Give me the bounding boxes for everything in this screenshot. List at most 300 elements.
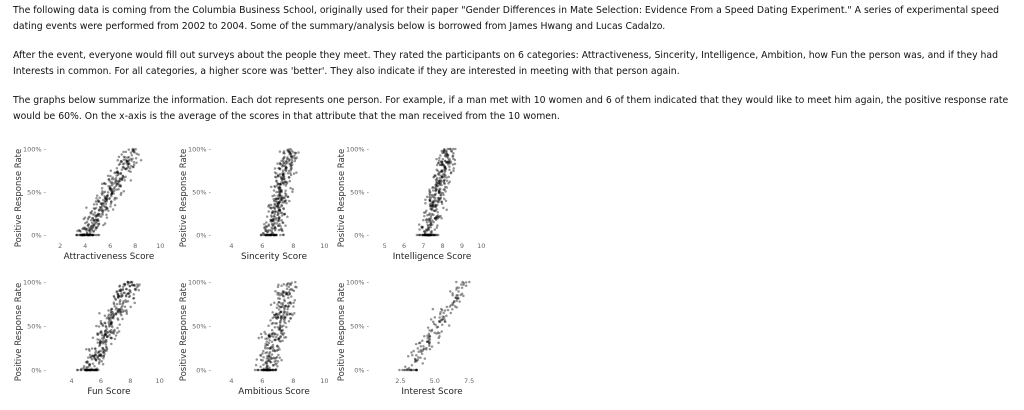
scatter-point — [426, 337, 429, 340]
scatter-point — [440, 217, 443, 220]
scatter-point — [457, 290, 460, 293]
scatter-point — [98, 209, 101, 212]
scatter-point — [279, 192, 282, 195]
scatter-point — [437, 234, 440, 237]
intelligence-scatter-plot — [333, 137, 493, 265]
scatter-point — [291, 191, 294, 194]
scatter-point — [124, 283, 127, 286]
scatter-point — [123, 156, 126, 159]
scatter-point — [289, 180, 292, 183]
scatter-point — [105, 343, 108, 346]
scatter-point — [288, 320, 291, 323]
y-tick-label: 100% - — [346, 278, 369, 287]
scatter-point — [99, 332, 102, 335]
scatter-point — [91, 234, 94, 237]
scatter-point — [98, 312, 101, 315]
x-tick-label: 10 — [156, 242, 165, 250]
scatter-point — [420, 345, 423, 348]
scatter-point — [458, 300, 461, 303]
scatter-point — [129, 306, 132, 309]
scatter-point — [440, 196, 443, 199]
interest-scatter-plot — [333, 270, 493, 400]
scatter-point — [124, 175, 127, 178]
scatter-point — [98, 234, 101, 237]
scatter-point — [276, 318, 279, 321]
scatter-point — [455, 294, 458, 297]
scatter-point — [445, 176, 448, 179]
scatter-point — [103, 205, 106, 208]
scatter-point — [414, 369, 417, 372]
scatter-point — [262, 350, 265, 353]
scatter-point — [96, 219, 99, 222]
scatter-point — [271, 323, 274, 326]
scatter-point — [434, 316, 437, 319]
scatter-point — [101, 360, 104, 363]
x-tick-label: 7 — [421, 242, 426, 250]
scatter-point — [444, 155, 447, 158]
scatter-point — [453, 300, 456, 303]
x-tick-label: 10 — [320, 242, 329, 250]
scatter-point — [283, 197, 286, 200]
scatter-point — [414, 361, 417, 364]
scatter-point — [100, 202, 103, 205]
scatter-point — [93, 207, 96, 210]
scatter-point — [98, 223, 101, 226]
scatter-point — [276, 365, 279, 368]
scatter-point — [442, 207, 445, 210]
scatter-point — [110, 322, 113, 325]
scatter-point — [434, 324, 437, 327]
scatter-point — [114, 204, 117, 207]
scatter-point — [281, 305, 284, 308]
scatter-point — [421, 352, 424, 355]
scatter-point — [415, 343, 418, 346]
scatter-point — [118, 156, 121, 159]
graph-description-paragraph — [13, 93, 1013, 124]
scatter-point — [425, 218, 428, 221]
scatter-point — [135, 157, 138, 160]
scatter-point — [431, 186, 434, 189]
scatter-point — [404, 366, 407, 369]
scatter-point — [284, 192, 287, 195]
scatter-point — [129, 285, 132, 288]
scatter-point — [407, 355, 410, 358]
scatter-point — [100, 215, 103, 218]
scatter-point — [264, 230, 267, 233]
x-axis-label: Intelligence Score — [392, 252, 472, 262]
scatter-point — [275, 176, 278, 179]
scatter-point — [418, 342, 421, 345]
scatter-point — [284, 305, 287, 308]
scatter-point — [280, 302, 283, 305]
scatter-point — [113, 178, 116, 181]
scatter-point — [455, 300, 458, 303]
scatter-point — [438, 179, 441, 182]
scatter-point — [289, 301, 292, 304]
scatter-point — [88, 369, 91, 372]
x-tick-label: 5.0 — [429, 377, 440, 385]
scatter-point — [433, 209, 436, 212]
scatter-point — [287, 196, 290, 199]
scatter-point — [114, 338, 117, 341]
scatter-point — [290, 165, 293, 168]
x-tick-label: 6 — [260, 242, 265, 250]
scatter-point — [449, 305, 452, 308]
scatter-point — [442, 158, 445, 161]
scatter-point — [262, 369, 265, 372]
scatter-point — [264, 343, 267, 346]
scatter-point — [94, 368, 97, 371]
scatter-point — [290, 167, 293, 170]
scatter-point — [280, 311, 283, 314]
y-axis-label: Positive Response Rate — [179, 148, 189, 248]
scatter-point — [435, 168, 438, 171]
scatter-point — [282, 207, 285, 210]
scatter-point — [282, 178, 285, 181]
scatter-point — [412, 350, 415, 353]
scatter-point — [105, 349, 108, 352]
scatter-point — [447, 309, 450, 312]
scatter-point — [276, 182, 279, 185]
scatter-point — [452, 148, 455, 151]
scatter-point — [417, 234, 420, 237]
scatter-point — [95, 325, 98, 328]
scatter-point — [260, 354, 263, 357]
scatter-point — [437, 337, 440, 340]
scatter-point — [95, 226, 98, 229]
scatter-point — [437, 342, 440, 345]
scatter-point — [292, 301, 295, 304]
scatter-point — [107, 174, 110, 177]
scatter-point — [277, 301, 280, 304]
scatter-point — [438, 320, 441, 323]
scatter-point — [290, 295, 293, 298]
scatter-point — [89, 356, 92, 359]
scatter-point — [133, 163, 136, 166]
scatter-point — [101, 323, 104, 326]
scatter-point — [272, 206, 275, 209]
scatter-point — [264, 337, 267, 340]
scatter-point — [440, 330, 443, 333]
scatter-point — [437, 162, 440, 165]
scatter-point — [140, 159, 143, 162]
scatter-point — [114, 171, 117, 174]
y-axis-label: Positive Response Rate — [337, 148, 347, 248]
scatter-point — [130, 281, 133, 284]
scatter-point — [434, 228, 437, 231]
scatter-point — [447, 182, 450, 185]
scatter-point — [278, 229, 281, 232]
scatter-point — [104, 330, 107, 333]
scatter-point — [108, 178, 111, 181]
scatter-point — [96, 203, 99, 206]
scatter-point — [89, 228, 92, 231]
scatter-point — [121, 318, 124, 321]
scatter-point — [121, 168, 124, 171]
scatter-point — [277, 205, 280, 208]
scatter-point — [283, 157, 286, 160]
scatter-point — [262, 356, 265, 359]
scatter-point — [452, 152, 455, 155]
scatter-point — [455, 281, 458, 284]
scatter-point — [111, 181, 114, 184]
scatter-point — [275, 312, 278, 315]
scatter-point — [293, 312, 296, 315]
scatter-point — [130, 151, 133, 154]
scatter-point — [445, 150, 448, 153]
scatter-point — [290, 156, 293, 159]
scatter-point — [277, 286, 280, 289]
scatter-point — [79, 230, 82, 233]
scatter-point — [277, 220, 280, 223]
scatter-point — [284, 169, 287, 172]
scatter-point — [91, 217, 94, 220]
scatter-point — [432, 320, 435, 323]
scatter-point — [125, 311, 128, 314]
scatter-point — [444, 170, 447, 173]
scatter-point — [128, 296, 131, 299]
scatter-point — [276, 162, 279, 165]
scatter-point — [271, 195, 274, 198]
scatter-point — [271, 369, 274, 372]
scatter-point — [83, 218, 86, 221]
x-axis-label: Sincerity Score — [240, 252, 308, 262]
scatter-point — [279, 324, 282, 327]
scatter-point — [120, 172, 123, 175]
scatter-point — [291, 314, 294, 317]
scatter-point — [435, 181, 438, 184]
scatter-point — [277, 213, 280, 216]
scatter-point — [278, 197, 281, 200]
scatter-point — [283, 150, 286, 153]
scatter-point — [106, 317, 109, 320]
scatter-point — [118, 323, 121, 326]
scatter-point — [266, 357, 269, 360]
scatter-point — [269, 234, 272, 237]
scatter-point — [91, 347, 94, 350]
scatter-point — [440, 194, 443, 197]
scatter-point — [441, 161, 444, 164]
scatter-point — [96, 200, 99, 203]
scatter-point — [117, 318, 120, 321]
scatter-point — [113, 192, 116, 195]
scatter-point — [435, 186, 438, 189]
scatter-point — [428, 339, 431, 342]
scatter-point — [122, 175, 125, 178]
scatter-point — [118, 185, 121, 188]
scatter-point — [440, 308, 443, 311]
scatter-point — [425, 230, 428, 233]
scatter-point — [134, 288, 137, 291]
scatter-point — [289, 283, 292, 286]
scatter-point — [434, 174, 437, 177]
scatter-point — [276, 334, 279, 337]
scatter-point — [452, 157, 455, 160]
scatter-point — [275, 338, 278, 341]
scatter-point — [87, 356, 90, 359]
scatter-point — [133, 161, 136, 164]
scatter-point — [269, 361, 272, 364]
scatter-point — [123, 179, 126, 182]
scatter-point — [283, 308, 286, 311]
x-axis-label: Ambitious Score — [238, 387, 310, 397]
scatter-point — [273, 189, 276, 192]
scatter-point — [432, 308, 435, 311]
scatter-point — [111, 178, 114, 181]
intro-paragraph — [13, 3, 1013, 34]
scatter-point — [132, 166, 135, 169]
scatter-point — [127, 281, 130, 284]
scatter-point — [266, 347, 269, 350]
scatter-point — [421, 340, 424, 343]
scatter-point — [462, 295, 465, 298]
scatter-point — [450, 312, 453, 315]
scatter-point — [418, 223, 421, 226]
scatter-point — [263, 223, 266, 226]
scatter-point — [285, 326, 288, 329]
x-axis-label: Interest Score — [401, 387, 463, 397]
scatter-point — [287, 305, 290, 308]
scatter-point — [268, 353, 271, 356]
scatter-point — [126, 156, 129, 159]
scatter-point — [275, 218, 278, 221]
scatter-point — [280, 189, 283, 192]
scatter-point — [261, 352, 264, 355]
scatter-point — [428, 189, 431, 192]
scatter-point — [254, 369, 257, 372]
scatter-point — [86, 221, 89, 224]
scatter-point — [465, 285, 468, 288]
scatter-point — [268, 204, 271, 207]
scatter-point — [99, 350, 102, 353]
scatter-point — [268, 347, 271, 350]
scatter-point — [429, 341, 432, 344]
y-axis-label: Positive Response Rate — [14, 148, 24, 248]
scatter-point — [423, 335, 426, 338]
x-tick-label: 9 — [459, 242, 464, 250]
scatter-point — [105, 326, 108, 329]
y-tick-label: 100% - — [346, 145, 369, 154]
scatter-point — [128, 170, 131, 173]
scatter-point — [108, 334, 111, 337]
scatter-point — [115, 188, 118, 191]
scatter-point — [110, 200, 113, 203]
scatter-point — [130, 179, 133, 182]
scatter-point — [287, 296, 290, 299]
scatter-point — [282, 182, 285, 185]
scatter-point — [103, 182, 106, 185]
x-tick-label: 10 — [477, 242, 486, 250]
scatter-point — [111, 190, 114, 193]
scatter-point — [121, 161, 124, 164]
scatter-point — [87, 218, 90, 221]
y-axis-label: Positive Response Rate — [14, 282, 24, 382]
scatter-point — [137, 289, 140, 292]
scatter-point — [264, 333, 267, 336]
scatter-point — [91, 358, 94, 361]
scatter-point — [426, 224, 429, 227]
scatter-point — [448, 324, 451, 327]
intro-text: The following data is coming from the Columbia Business School, originally used for their paper "Gender Differences in Mate Selection: Evidence From a Speed Dating Experiment." A series of experimental speed dating events were performed from 2002 to 2004. Some of the summary/analysis below is borrowed from James Hwang and Lucas Cadalzo. — [13, 5, 1000, 32]
scatter-point — [443, 182, 446, 185]
scatter-point — [104, 222, 107, 225]
scatter-point — [411, 354, 414, 357]
scatter-point — [439, 154, 442, 157]
scatter-point — [295, 286, 298, 289]
scatter-point — [432, 189, 435, 192]
scatter-point — [431, 207, 434, 210]
scatter-point — [88, 349, 91, 352]
scatter-point — [426, 214, 429, 217]
scatter-point — [280, 176, 283, 179]
scatter-point — [93, 365, 96, 368]
scatter-point — [433, 331, 436, 334]
scatter-point — [278, 356, 281, 359]
scatter-point — [279, 336, 282, 339]
scatter-point — [266, 355, 269, 358]
scatter-point — [442, 188, 445, 191]
scatter-point — [286, 216, 289, 219]
scatter-point — [280, 204, 283, 207]
scatter-point — [437, 326, 440, 329]
x-tick-label: 8 — [440, 242, 445, 250]
survey-paragraph — [13, 48, 1013, 79]
scatter-point — [438, 157, 441, 160]
scatter-point — [271, 340, 274, 343]
scatter-point — [432, 201, 435, 204]
scatter-point — [455, 306, 458, 309]
scatter-point — [433, 196, 436, 199]
scatter-point — [288, 176, 291, 179]
scatter-point — [442, 312, 445, 315]
scatter-point — [112, 331, 115, 334]
scatter-point — [134, 148, 137, 151]
scatter-point — [443, 198, 446, 201]
scatter-point — [434, 205, 437, 208]
scatter-point — [435, 158, 438, 161]
sincerity-scatter-plot — [175, 137, 335, 265]
scatter-point — [275, 336, 278, 339]
scatter-point — [265, 361, 268, 364]
ambition-scatter-plot — [175, 270, 335, 400]
scatter-point — [83, 234, 86, 237]
scatter-point — [274, 322, 277, 325]
scatter-point — [438, 332, 441, 335]
scatter-point — [273, 200, 276, 203]
scatter-point — [277, 360, 280, 363]
scatter-point — [274, 369, 277, 372]
scatter-point — [93, 203, 96, 206]
y-axis-label: Positive Response Rate — [337, 282, 347, 382]
scatter-point — [111, 308, 114, 311]
scatter-point — [116, 290, 119, 293]
scatter-point — [276, 349, 279, 352]
scatter-point — [255, 364, 258, 367]
scatter-point — [288, 200, 291, 203]
y-tick-label: 0% - — [196, 366, 211, 375]
scatter-point — [423, 215, 426, 218]
scatter-point — [436, 217, 439, 220]
scatter-point — [115, 197, 118, 200]
x-tick-label: 8 — [291, 242, 296, 250]
scatter-point — [90, 225, 93, 228]
scatter-point — [285, 313, 288, 316]
scatter-point — [261, 336, 264, 339]
scatter-point — [271, 329, 274, 332]
scatter-point — [85, 366, 88, 369]
scatter-point — [447, 157, 450, 160]
scatter-point — [113, 296, 116, 299]
